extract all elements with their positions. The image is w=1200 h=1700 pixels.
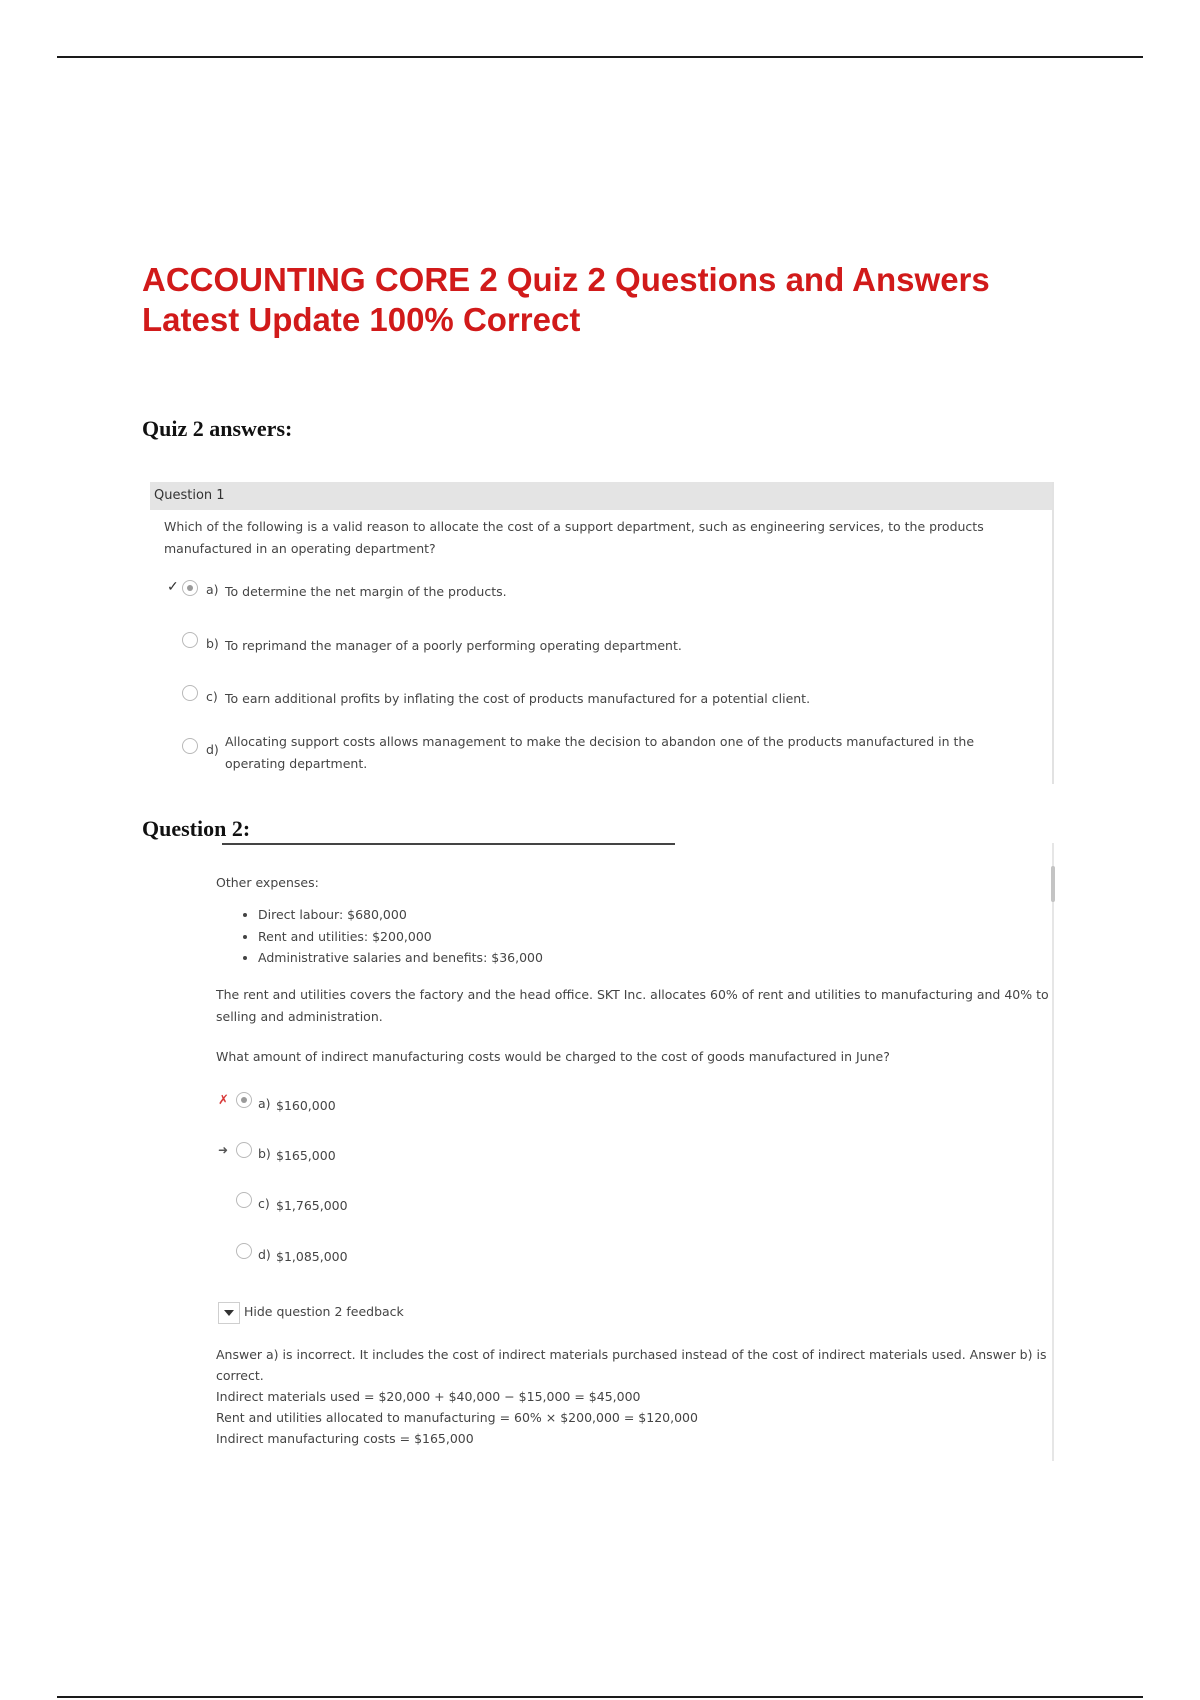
question-1-header: Question 1	[150, 482, 1052, 510]
option-d-text[interactable]: Allocating support costs allows management to make the decision to abandon one of the products manufactured in the operating department.	[225, 734, 975, 771]
title-line-1: ACCOUNTING CORE 2 Quiz 2 Questions and Answers	[142, 261, 990, 298]
option-c-text[interactable]: To earn additional profits by inflating the cost of products manufactured for a potential client.	[225, 691, 811, 706]
q2-option-c-radio[interactable]	[236, 1192, 252, 1208]
top-rule	[57, 56, 1143, 58]
feedback-toggle-link[interactable]: Hide question 2 feedback	[244, 1304, 404, 1319]
correct-answer-arrow-icon: ➜	[218, 1143, 229, 1157]
question-2-panel-border	[1052, 843, 1054, 1461]
list-item: • Direct labour: $680,000	[258, 904, 543, 926]
option-c-letter: c)	[206, 689, 218, 704]
q2-option-d-radio[interactable]	[236, 1243, 252, 1259]
option-c-radio[interactable]	[182, 685, 198, 701]
q2-option-a-radio[interactable]	[236, 1092, 252, 1108]
question-2-heading: Question 2:	[142, 816, 251, 841]
q2-option-b-text[interactable]: $165,000	[276, 1148, 336, 1163]
q2-option-a-letter: a)	[258, 1096, 271, 1111]
option-a-letter: a)	[206, 582, 219, 597]
title-line-2: Latest Update 100% Correct	[142, 301, 581, 338]
incorrect-x-icon: ✗	[218, 1092, 229, 1107]
allocation-text: The rent and utilities covers the factory and the head office. SKT Inc. allocates 60% of rent and utilities to manufacturing and 40% to selling and administration.	[216, 987, 1049, 1024]
q2-option-c-letter: c)	[258, 1196, 270, 1211]
expense-list	[242, 904, 543, 969]
question-1-text: Which of the following is a valid reason to allocate the cost of a support department, such as engineering services, to the products manufactured in an operating department?	[164, 519, 984, 556]
document-title	[142, 260, 1102, 340]
q2-option-b-letter: b)	[258, 1146, 271, 1161]
panel-border	[1052, 482, 1054, 784]
option-b-letter: b)	[206, 636, 219, 651]
question-2-prompt: What amount of indirect manufacturing costs would be charged to the cost of goods manufactured in June?	[216, 1049, 890, 1064]
question-2-feedback: Answer a) is incorrect. It includes the cost of indirect materials purchased instead of the cost of indirect materials used. Answer b) is correct. Indirect materials used = $20,000 + $40,000 − $15,000 = $45,000 Rent and utilities allocated to manufacturing = 60% × $200,000 = $120,000 Indirect manufacturing costs = $165,000	[216, 1347, 1047, 1446]
q2-option-c-text[interactable]: $1,765,000	[276, 1198, 348, 1213]
bottom-rule	[57, 1696, 1143, 1698]
q2-option-a-text[interactable]: $160,000	[276, 1098, 336, 1113]
option-b-text[interactable]: To reprimand the manager of a poorly performing operating department.	[225, 638, 682, 653]
option-d-radio[interactable]	[182, 738, 198, 754]
q2-option-d-letter: d)	[258, 1247, 271, 1262]
option-b-radio[interactable]	[182, 632, 198, 648]
other-expenses-label: Other expenses:	[216, 875, 319, 890]
feedback-toggle-icon[interactable]	[218, 1302, 240, 1324]
question-1-panel	[150, 482, 1054, 784]
q2-option-d-text[interactable]: $1,085,000	[276, 1249, 348, 1264]
correct-check-icon: ✓	[167, 578, 179, 594]
quiz-heading: Quiz 2 answers:	[142, 416, 293, 441]
option-a-radio[interactable]	[182, 580, 198, 596]
question-2-rule	[222, 843, 675, 845]
list-item: • Administrative salaries and benefits: $36,000	[258, 947, 543, 969]
scrollbar-thumb[interactable]	[1051, 866, 1055, 902]
option-d-letter: d)	[206, 742, 219, 757]
list-item: • Rent and utilities: $200,000	[258, 926, 543, 948]
option-a-text[interactable]: To determine the net margin of the products.	[225, 584, 507, 599]
q2-option-b-radio[interactable]	[236, 1142, 252, 1158]
